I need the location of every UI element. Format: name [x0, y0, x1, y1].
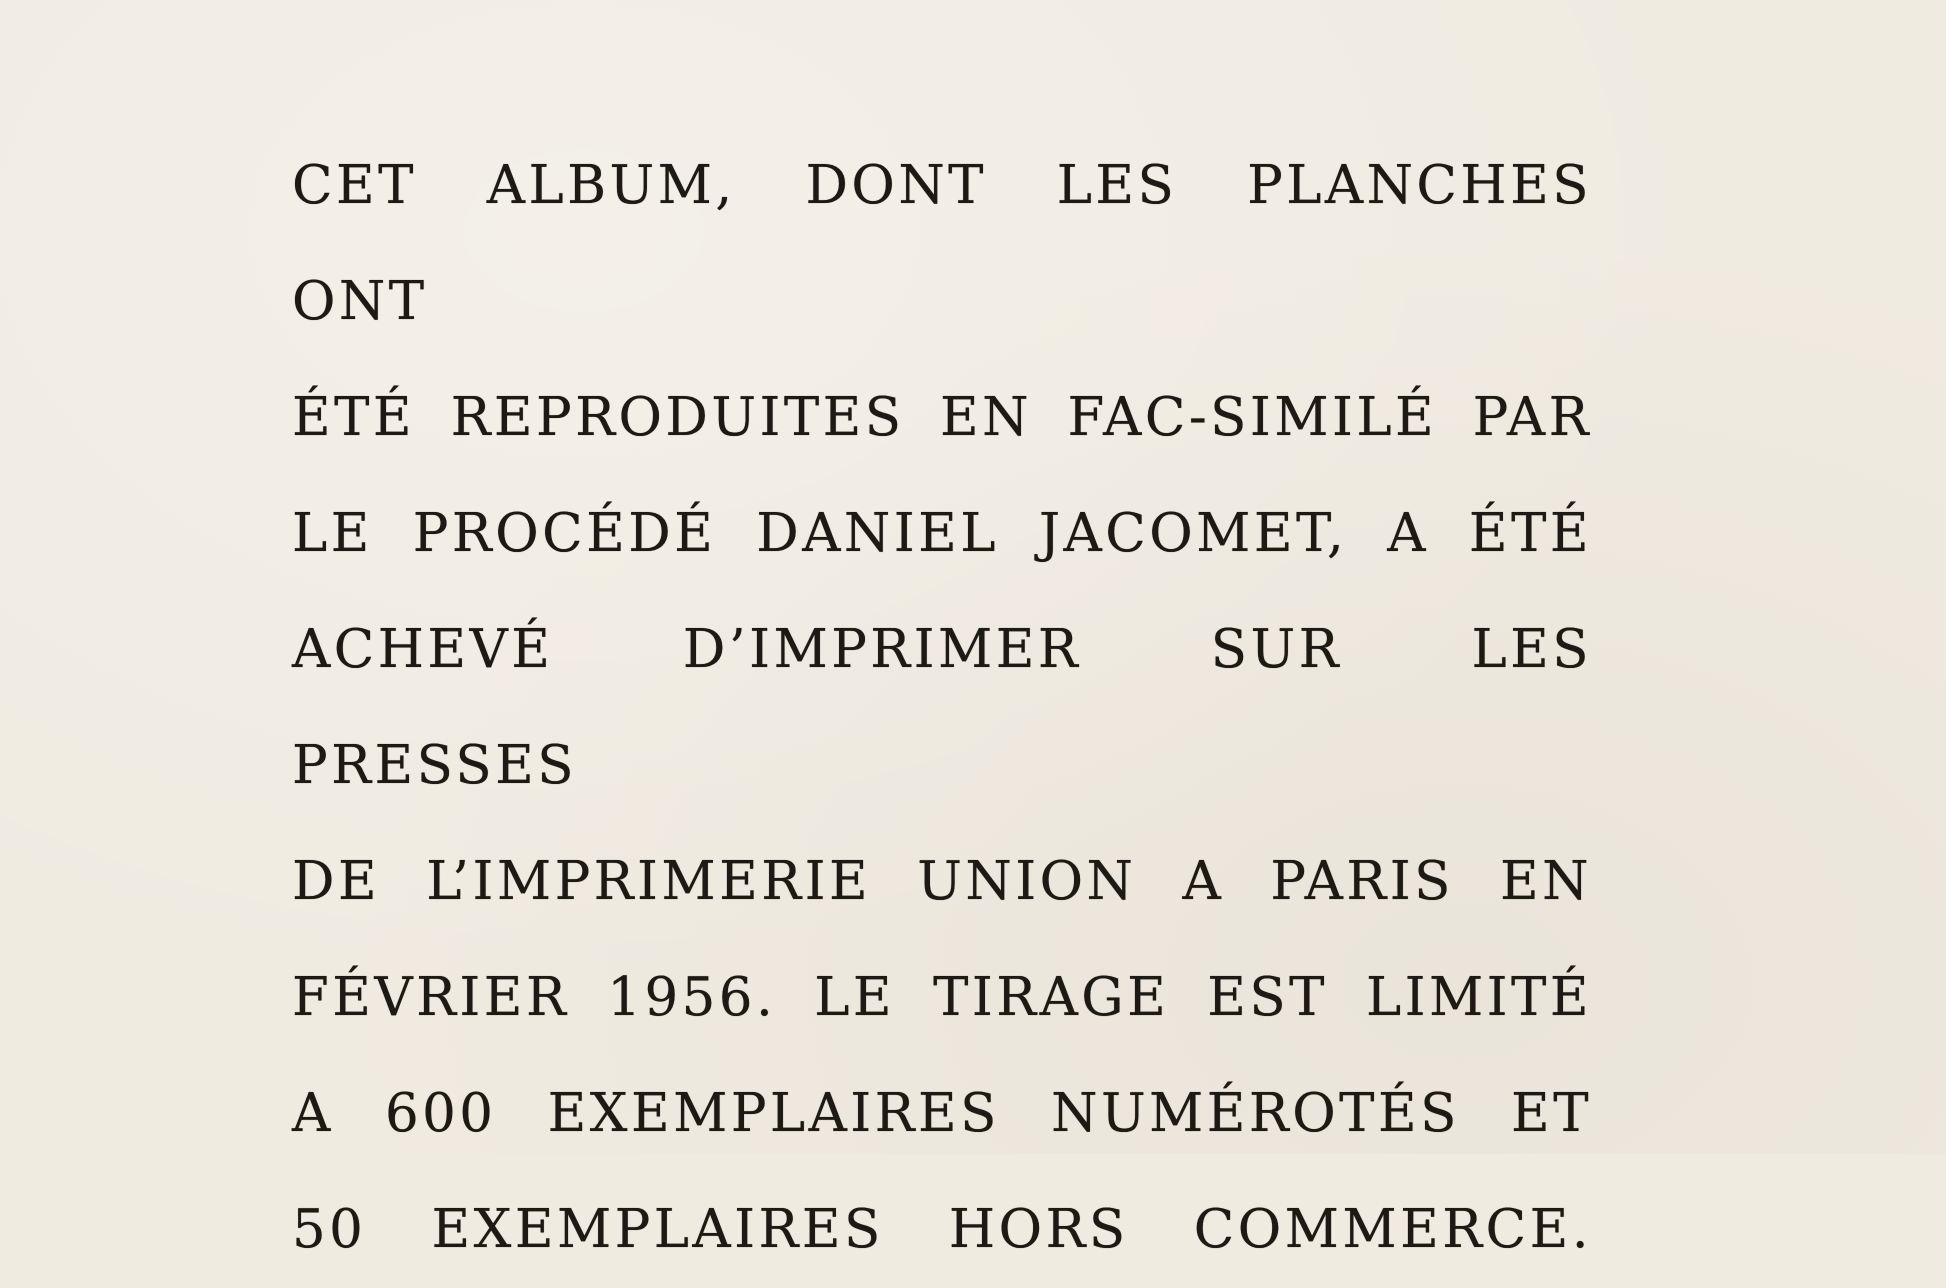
- colophon-line-1: CET ALBUM, DONT LES PLANCHES ONT: [292, 155, 1592, 332]
- colophon-line-2: ÉTÉ REPRODUITES EN FAC-SIMILÉ PAR: [292, 387, 1592, 448]
- colophon-line-3: LE PROCÉDÉ DANIEL JACOMET, A ÉTÉ: [292, 503, 1592, 564]
- colophon-line-4: ACHEVÉ D’IMPRIMER SUR LES PRESSES: [292, 619, 1592, 796]
- colophon-line-5: DE L’IMPRIMERIE UNION A PARIS EN: [292, 851, 1592, 912]
- colophon-line-7: A 600 EXEMPLAIRES NUMÉROTÉS ET: [292, 1083, 1592, 1144]
- colophon-line-6: FÉVRIER 1956. LE TIRAGE EST LIMITÉ: [292, 967, 1592, 1028]
- colophon-line-8: 50 EXEMPLAIRES HORS COMMERCE.: [292, 1199, 1592, 1260]
- colophon-text-block: [292, 128, 1592, 1288]
